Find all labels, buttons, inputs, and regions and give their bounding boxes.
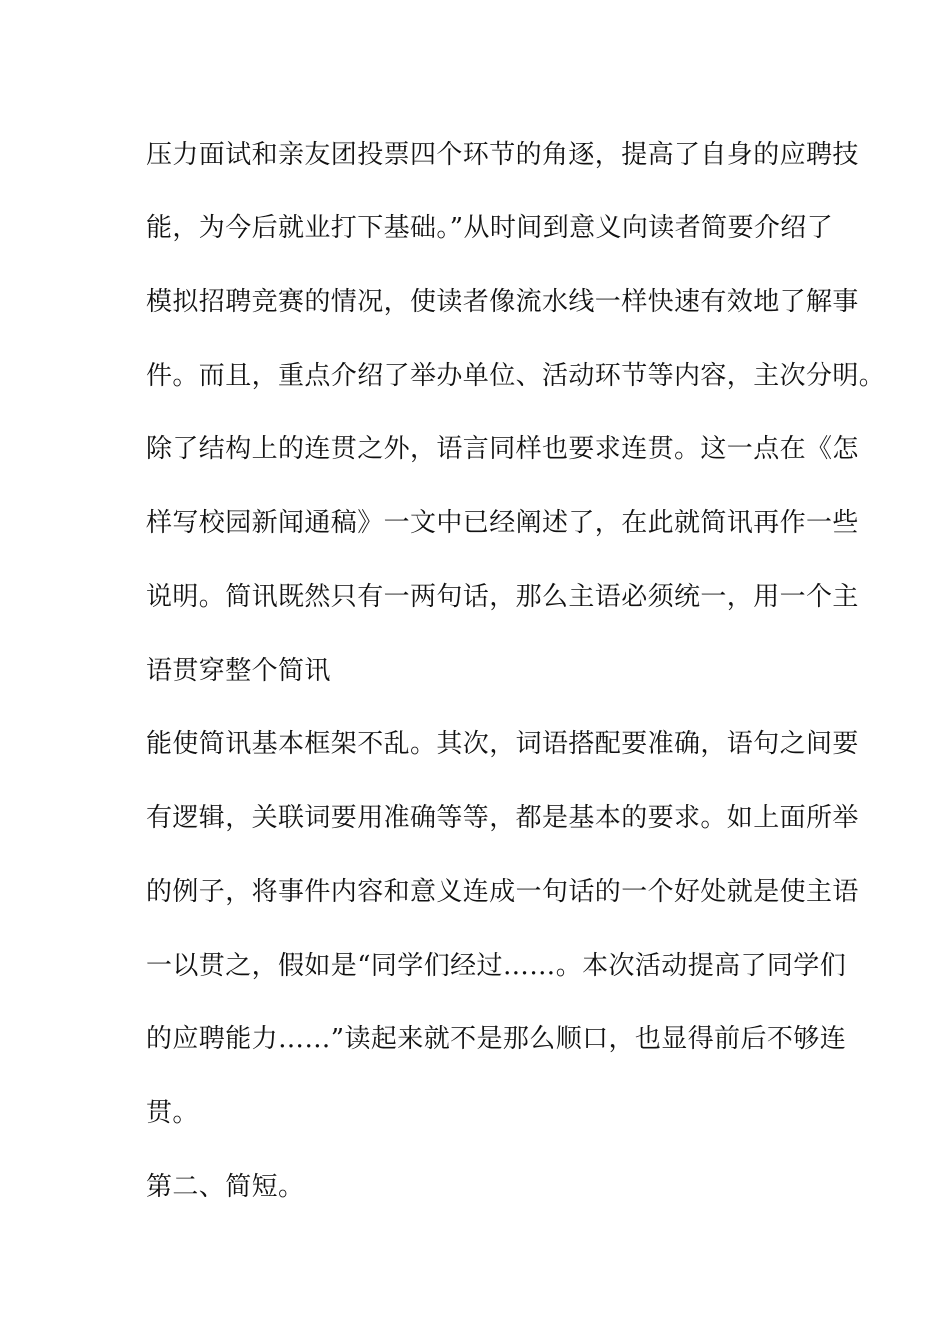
text-line-12: 一以贯之，假如是“同学们经过……。本次活动提高了同学们 xyxy=(146,951,847,981)
text-line-1: 压力面试和亲友团投票四个环节的角逐，提高了自身的应聘技 xyxy=(146,140,859,170)
text-line-7: 说明。简讯既然只有一两句话，那么主语必须统一，用一个主 xyxy=(146,582,859,612)
text-line-11: 的例子，将事件内容和意义连成一句话的一个好处就是使主语 xyxy=(146,877,859,907)
text-line-2: 能，为今后就业打下基础。”从时间到意义向读者简要介绍了 xyxy=(146,213,834,243)
text-line-6: 样写校园新闻通稿》一文中已经阐述了，在此就简讯再作一些 xyxy=(146,508,859,538)
text-line-15: 第二、简短。 xyxy=(146,1172,305,1202)
text-line-4: 件。而且，重点介绍了举办单位、活动环节等内容，主次分明。 xyxy=(146,361,886,391)
text-line-5: 除了结构上的连贯之外，语言同样也要求连贯。这一点在《怎 xyxy=(146,434,859,464)
text-line-9: 能使简讯基本框架不乱。其次，词语搭配要准确，语句之间要 xyxy=(146,729,859,759)
text-line-8: 语贯穿整个简讯 xyxy=(146,656,331,686)
text-line-13: 的应聘能力……”读起来就不是那么顺口，也显得前后不够连 xyxy=(146,1024,847,1054)
text-line-3: 模拟招聘竞赛的情况，使读者像流水线一样快速有效地了解事 xyxy=(146,287,859,317)
text-line-14: 贯。 xyxy=(146,1098,199,1128)
text-line-10: 有逻辑，关联词要用准确等等，都是基本的要求。如上面所举 xyxy=(146,803,859,833)
